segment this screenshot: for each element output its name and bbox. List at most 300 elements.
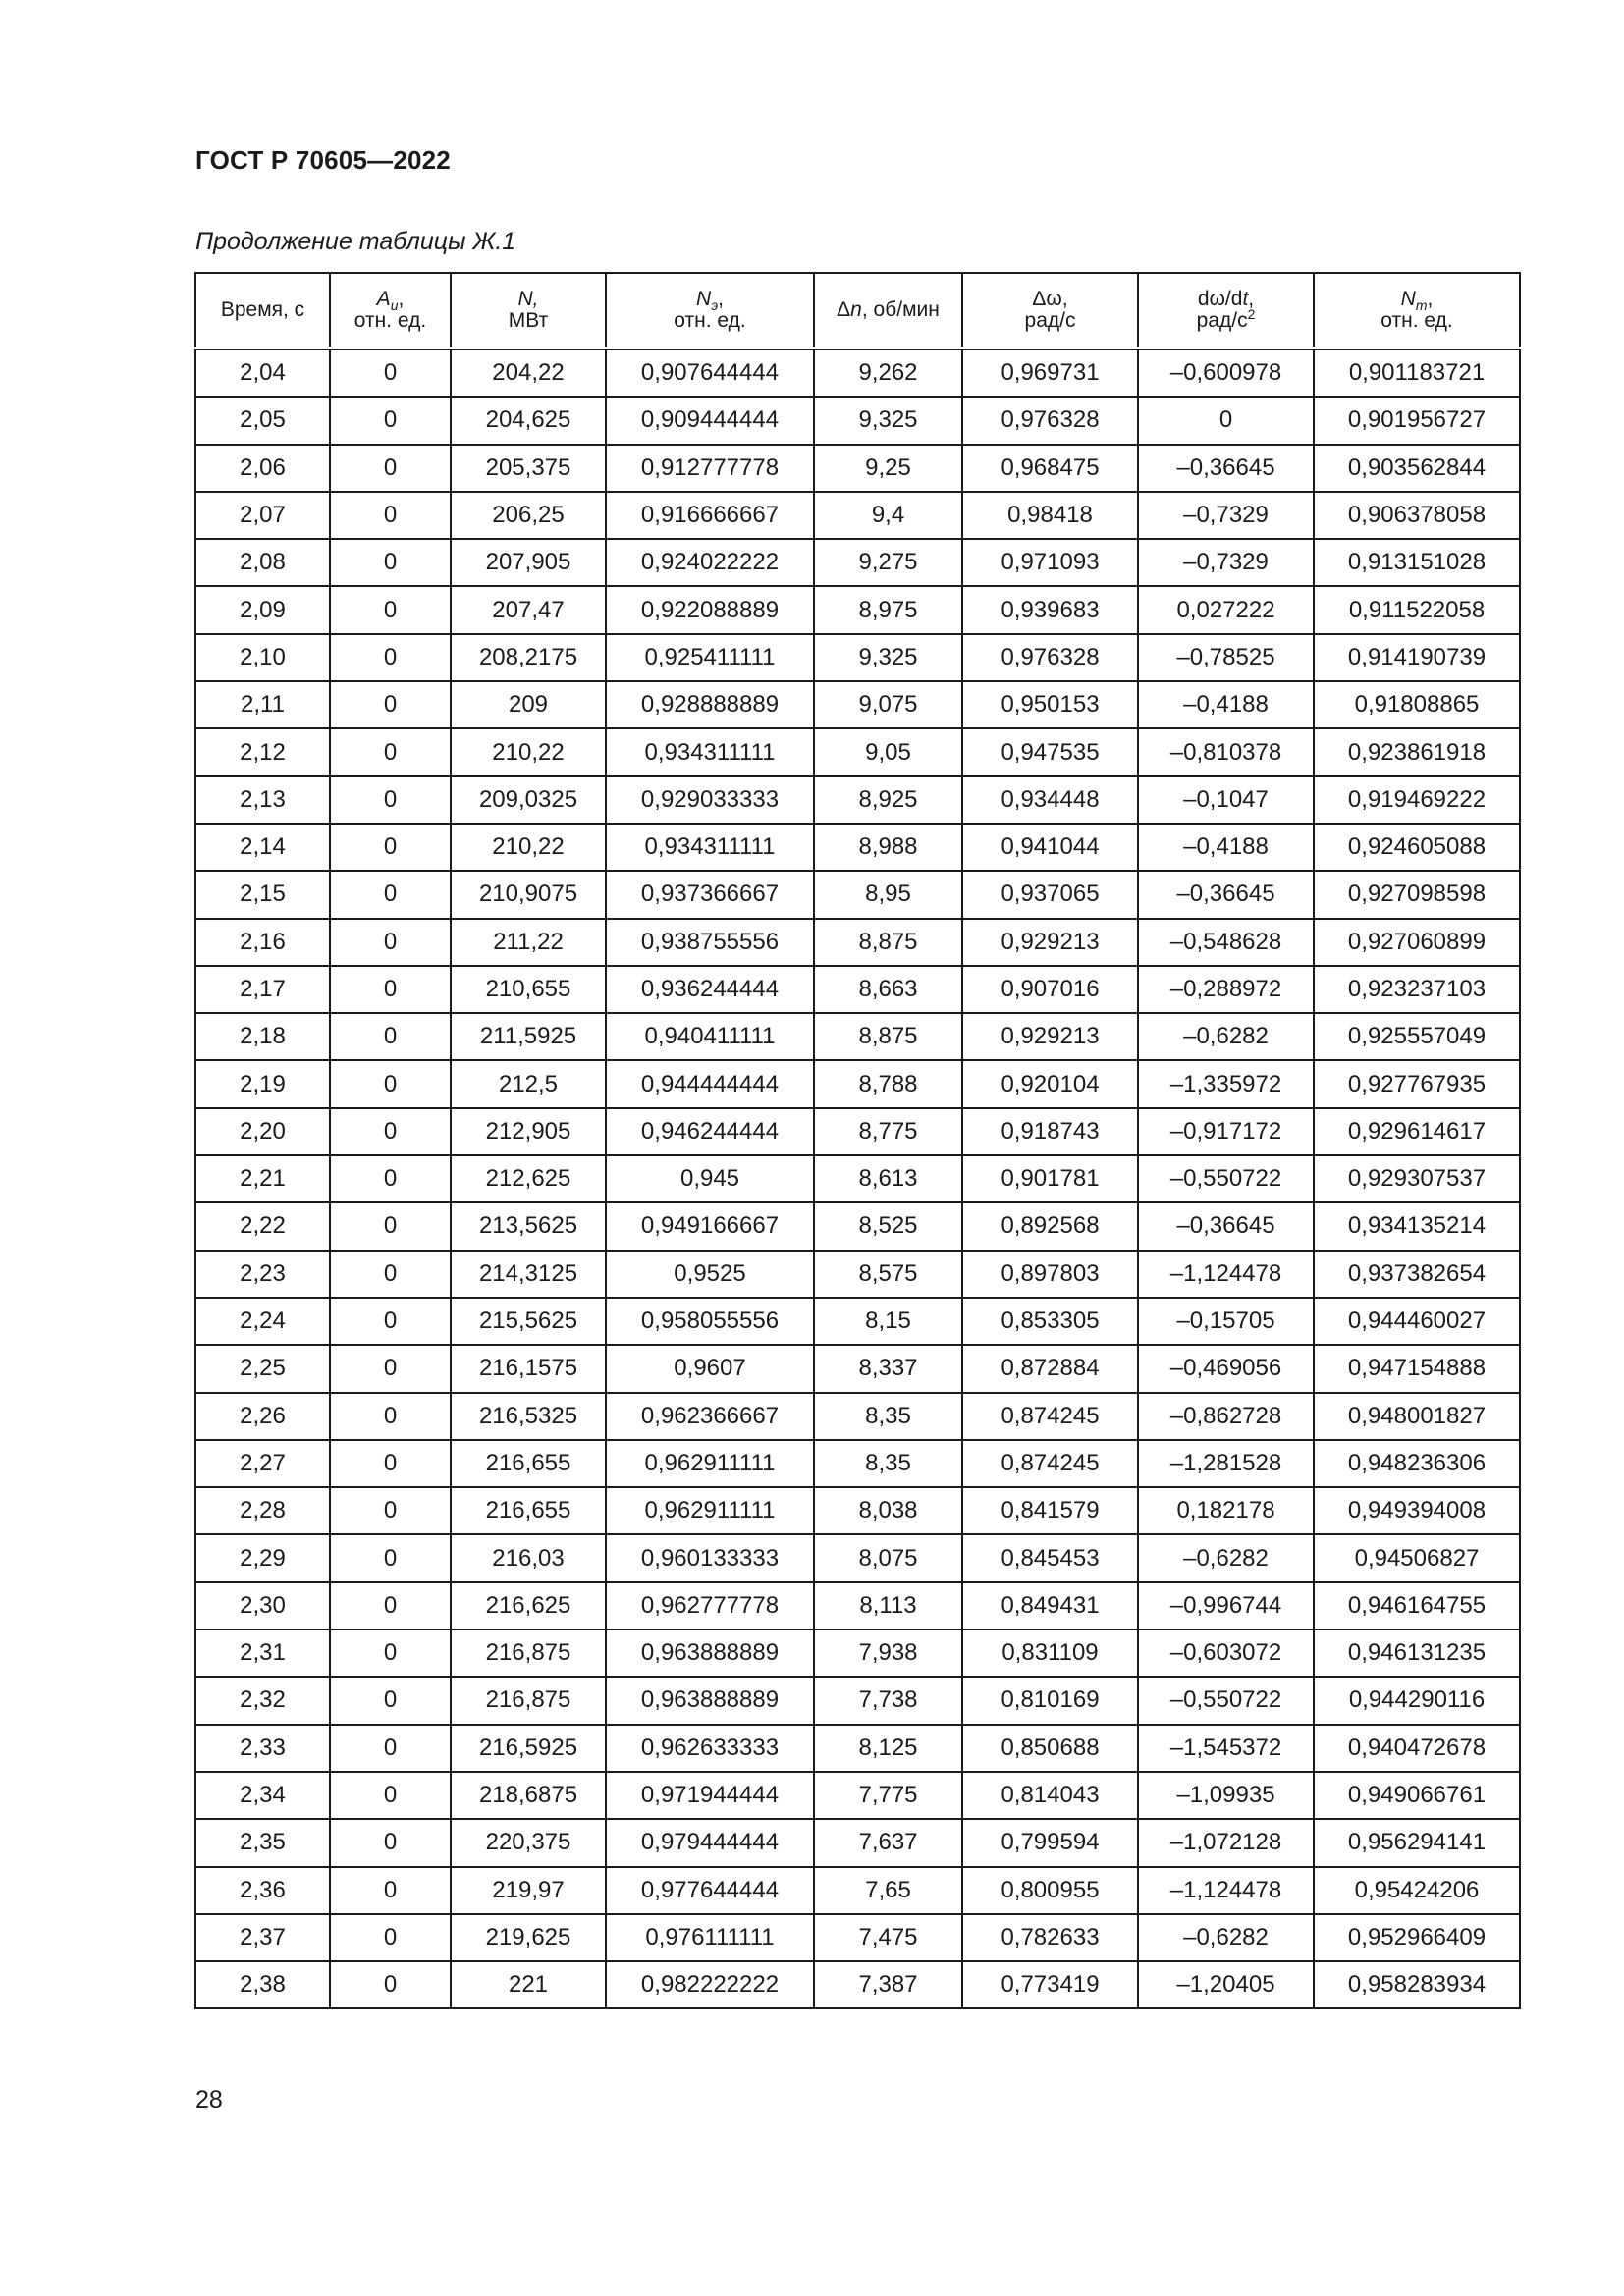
- cell-time: 2,09: [195, 586, 330, 633]
- cell-d-omega-dt: –0,6282: [1138, 1013, 1314, 1060]
- cell-n-t: 0,946164755: [1314, 1582, 1520, 1629]
- cell-delta-n: 9,25: [814, 445, 962, 492]
- cell-time: 2,16: [195, 919, 330, 966]
- cell-n-t: 0,919469222: [1314, 776, 1520, 824]
- cell-power: 216,655: [451, 1440, 606, 1487]
- cell-a-i: 0: [330, 1534, 451, 1581]
- cell-d-omega-dt: –0,36645: [1138, 871, 1314, 918]
- header-power-symbol: N,: [517, 288, 539, 310]
- cell-power: 221: [451, 1961, 606, 2008]
- cell-d-omega-dt: –0,810378: [1138, 728, 1314, 775]
- header-n-t: [1314, 273, 1520, 348]
- cell-power: 216,5925: [451, 1725, 606, 1772]
- cell-delta-omega: 0,971093: [962, 539, 1138, 586]
- table-row: [195, 1202, 1520, 1250]
- cell-a-i: 0: [330, 1155, 451, 1202]
- cell-time: 2,33: [195, 1725, 330, 1772]
- cell-a-i: 0: [330, 1772, 451, 1819]
- header-time-label: Время, с: [220, 298, 305, 321]
- table-row: [195, 1534, 1520, 1581]
- cell-power: 212,905: [451, 1108, 606, 1155]
- cell-delta-n: 9,262: [814, 348, 962, 397]
- cell-delta-n: 8,925: [814, 776, 962, 824]
- cell-n-t: 0,927767935: [1314, 1060, 1520, 1107]
- cell-d-omega-dt: 0: [1138, 397, 1314, 444]
- cell-time: 2,35: [195, 1819, 330, 1866]
- header-delta-omega-unit: рад/с: [1024, 309, 1076, 332]
- cell-time: 2,34: [195, 1772, 330, 1819]
- cell-n-e: 0,912777778: [606, 445, 814, 492]
- cell-delta-n: 8,613: [814, 1155, 962, 1202]
- cell-a-i: 0: [330, 1487, 451, 1534]
- cell-time: 2,08: [195, 539, 330, 586]
- cell-delta-n: 7,475: [814, 1914, 962, 1961]
- cell-time: 2,31: [195, 1629, 330, 1677]
- cell-time: 2,11: [195, 681, 330, 728]
- cell-delta-n: 9,4: [814, 492, 962, 539]
- table-row: [195, 1487, 1520, 1534]
- cell-power: 216,5325: [451, 1393, 606, 1440]
- cell-a-i: 0: [330, 397, 451, 444]
- cell-delta-n: 8,038: [814, 1487, 962, 1534]
- cell-delta-omega: 0,800955: [962, 1867, 1138, 1914]
- cell-n-e: 0,962633333: [606, 1725, 814, 1772]
- table-row: [195, 1440, 1520, 1487]
- cell-n-t: 0,929307537: [1314, 1155, 1520, 1202]
- cell-delta-omega: 0,773419: [962, 1961, 1138, 2008]
- header-delta-omega: [962, 273, 1138, 348]
- cell-delta-omega: 0,897803: [962, 1251, 1138, 1298]
- cell-n-t: 0,927060899: [1314, 919, 1520, 966]
- header-a-i: [330, 273, 451, 348]
- cell-power: 211,22: [451, 919, 606, 966]
- cell-a-i: 0: [330, 1393, 451, 1440]
- cell-n-e: 0,960133333: [606, 1534, 814, 1581]
- cell-n-t: 0,944460027: [1314, 1298, 1520, 1345]
- cell-delta-n: 7,938: [814, 1629, 962, 1677]
- header-n-t-unit: отн. ед.: [1380, 309, 1453, 332]
- cell-n-e: 0,924022222: [606, 539, 814, 586]
- cell-a-i: 0: [330, 871, 451, 918]
- document-standard-title: ГОСТ Р 70605—2022: [195, 145, 451, 175]
- cell-time: 2,07: [195, 492, 330, 539]
- table-row: [195, 492, 1520, 539]
- header-n-e-suffix: ,: [718, 288, 724, 310]
- table-row: [195, 397, 1520, 444]
- cell-delta-omega: 0,849431: [962, 1582, 1138, 1629]
- cell-a-i: 0: [330, 348, 451, 397]
- header-a-i-unit: отн. ед.: [353, 309, 427, 332]
- cell-d-omega-dt: –1,124478: [1138, 1867, 1314, 1914]
- cell-delta-n: 8,575: [814, 1251, 962, 1298]
- cell-time: 2,17: [195, 966, 330, 1013]
- cell-delta-n: 9,325: [814, 397, 962, 444]
- cell-n-t: 0,901956727: [1314, 397, 1520, 444]
- cell-n-e: 0,937366667: [606, 871, 814, 918]
- cell-delta-n: 9,275: [814, 539, 962, 586]
- cell-n-t: 0,901183721: [1314, 348, 1520, 397]
- cell-n-t: 0,958283934: [1314, 1961, 1520, 2008]
- cell-a-i: 0: [330, 1251, 451, 1298]
- cell-n-t: 0,937382654: [1314, 1251, 1520, 1298]
- cell-n-e: 0,971944444: [606, 1772, 814, 1819]
- cell-delta-n: 7,637: [814, 1819, 962, 1866]
- table-row: [195, 1251, 1520, 1298]
- cell-n-t: 0,940472678: [1314, 1725, 1520, 1772]
- table-row: [195, 1393, 1520, 1440]
- cell-power: 216,03: [451, 1534, 606, 1581]
- cell-delta-omega: 0,810169: [962, 1677, 1138, 1724]
- cell-n-t: 0,914190739: [1314, 634, 1520, 681]
- cell-delta-omega: 0,892568: [962, 1202, 1138, 1250]
- cell-power: 208,2175: [451, 634, 606, 681]
- cell-delta-omega: 0,901781: [962, 1155, 1138, 1202]
- table-row: [195, 681, 1520, 728]
- cell-n-t: 0,903562844: [1314, 445, 1520, 492]
- cell-time: 2,30: [195, 1582, 330, 1629]
- cell-d-omega-dt: –0,4188: [1138, 681, 1314, 728]
- header-n-e-unit: отн. ед.: [674, 309, 746, 332]
- cell-d-omega-dt: –0,6282: [1138, 1914, 1314, 1961]
- cell-a-i: 0: [330, 1013, 451, 1060]
- table-row: [195, 1155, 1520, 1202]
- header-power-unit: МВт: [508, 309, 549, 332]
- cell-a-i: 0: [330, 1108, 451, 1155]
- cell-power: 210,9075: [451, 871, 606, 918]
- cell-n-e: 0,962911111: [606, 1487, 814, 1534]
- cell-time: 2,36: [195, 1867, 330, 1914]
- cell-a-i: 0: [330, 539, 451, 586]
- cell-time: 2,13: [195, 776, 330, 824]
- cell-time: 2,22: [195, 1202, 330, 1250]
- table-row: [195, 1108, 1520, 1155]
- cell-power: 207,47: [451, 586, 606, 633]
- cell-delta-omega: 0,947535: [962, 728, 1138, 775]
- cell-time: 2,24: [195, 1298, 330, 1345]
- cell-power: 205,375: [451, 445, 606, 492]
- cell-time: 2,38: [195, 1961, 330, 2008]
- cell-a-i: 0: [330, 1202, 451, 1250]
- cell-n-e: 0,963888889: [606, 1677, 814, 1724]
- cell-delta-omega: 0,969731: [962, 348, 1138, 397]
- cell-n-e: 0,977644444: [606, 1867, 814, 1914]
- cell-delta-n: 8,663: [814, 966, 962, 1013]
- header-n-e-subscript: э: [711, 297, 719, 314]
- cell-delta-omega: 0,874245: [962, 1393, 1138, 1440]
- cell-time: 2,04: [195, 348, 330, 397]
- cell-n-t: 0,956294141: [1314, 1819, 1520, 1866]
- cell-time: 2,29: [195, 1534, 330, 1581]
- cell-a-i: 0: [330, 1298, 451, 1345]
- cell-a-i: 0: [330, 1961, 451, 2008]
- cell-power: 207,905: [451, 539, 606, 586]
- header-n-t-subscript: т: [1415, 297, 1428, 314]
- cell-n-e: 0,936244444: [606, 966, 814, 1013]
- table-row: [195, 1819, 1520, 1866]
- cell-time: 2,32: [195, 1677, 330, 1724]
- cell-n-t: 0,948001827: [1314, 1393, 1520, 1440]
- cell-delta-n: 8,95: [814, 871, 962, 918]
- cell-time: 2,26: [195, 1393, 330, 1440]
- table-row: [195, 919, 1520, 966]
- cell-delta-n: 7,387: [814, 1961, 962, 2008]
- cell-power: 219,97: [451, 1867, 606, 1914]
- table-row: [195, 1013, 1520, 1060]
- cell-a-i: 0: [330, 919, 451, 966]
- table-row: [195, 1961, 1520, 2008]
- cell-delta-n: 8,975: [814, 586, 962, 633]
- cell-d-omega-dt: –1,09935: [1138, 1772, 1314, 1819]
- cell-n-e: 0,940411111: [606, 1013, 814, 1060]
- table-row: [195, 871, 1520, 918]
- cell-n-t: 0,934135214: [1314, 1202, 1520, 1250]
- cell-n-t: 0,948236306: [1314, 1440, 1520, 1487]
- header-power: [451, 273, 606, 348]
- cell-d-omega-dt: –0,996744: [1138, 1582, 1314, 1629]
- cell-n-t: 0,94506827: [1314, 1534, 1520, 1581]
- cell-power: 216,875: [451, 1629, 606, 1677]
- cell-delta-omega: 0,929213: [962, 919, 1138, 966]
- cell-d-omega-dt: –0,469056: [1138, 1345, 1314, 1392]
- header-n-t-suffix: ,: [1427, 288, 1434, 310]
- cell-delta-n: 8,525: [814, 1202, 962, 1250]
- cell-delta-omega: 0,814043: [962, 1772, 1138, 1819]
- cell-n-t: 0,95424206: [1314, 1867, 1520, 1914]
- header-a-i-subscript: и: [390, 297, 399, 314]
- cell-power: 213,5625: [451, 1202, 606, 1250]
- cell-d-omega-dt: –0,36645: [1138, 1202, 1314, 1250]
- cell-d-omega-dt: –0,862728: [1138, 1393, 1314, 1440]
- cell-power: 210,22: [451, 728, 606, 775]
- cell-time: 2,27: [195, 1440, 330, 1487]
- cell-time: 2,15: [195, 871, 330, 918]
- cell-power: 212,625: [451, 1155, 606, 1202]
- cell-n-e: 0,945: [606, 1155, 814, 1202]
- cell-n-e: 0,982222222: [606, 1961, 814, 2008]
- cell-time: 2,37: [195, 1914, 330, 1961]
- cell-d-omega-dt: –0,548628: [1138, 919, 1314, 966]
- cell-n-e: 0,9607: [606, 1345, 814, 1392]
- cell-a-i: 0: [330, 634, 451, 681]
- data-table: [194, 272, 1521, 2009]
- header-d-omega-dt-unit: рад/$с^2$: [1196, 306, 1256, 332]
- cell-delta-omega: 0,872884: [962, 1345, 1138, 1392]
- table-row: [195, 776, 1520, 824]
- cell-delta-n: 9,05: [814, 728, 962, 775]
- cell-delta-omega: 0,937065: [962, 871, 1138, 918]
- cell-n-e: 0,916666667: [606, 492, 814, 539]
- cell-delta-omega: 0,907016: [962, 966, 1138, 1013]
- cell-n-t: 0,906378058: [1314, 492, 1520, 539]
- cell-n-e: 0,946244444: [606, 1108, 814, 1155]
- cell-d-omega-dt: –0,15705: [1138, 1298, 1314, 1345]
- cell-n-t: 0,91808865: [1314, 681, 1520, 728]
- cell-n-e: 0,976111111: [606, 1914, 814, 1961]
- cell-delta-omega: 0,850688: [962, 1725, 1138, 1772]
- cell-d-omega-dt: –0,4188: [1138, 824, 1314, 871]
- cell-power: 215,5625: [451, 1298, 606, 1345]
- cell-delta-n: 7,738: [814, 1677, 962, 1724]
- cell-delta-n: 8,15: [814, 1298, 962, 1345]
- table-row: [195, 445, 1520, 492]
- page-number: 28: [195, 2086, 223, 2113]
- cell-time: 2,28: [195, 1487, 330, 1534]
- cell-d-omega-dt: 0,182178: [1138, 1487, 1314, 1534]
- cell-delta-omega: 0,976328: [962, 634, 1138, 681]
- cell-a-i: 0: [330, 1629, 451, 1677]
- cell-power: 210,655: [451, 966, 606, 1013]
- cell-a-i: 0: [330, 1867, 451, 1914]
- cell-d-omega-dt: –1,545372: [1138, 1725, 1314, 1772]
- cell-d-omega-dt: –0,550722: [1138, 1677, 1314, 1724]
- cell-time: 2,20: [195, 1108, 330, 1155]
- cell-a-i: 0: [330, 1582, 451, 1629]
- cell-n-e: 0,928888889: [606, 681, 814, 728]
- header-d-omega-dt-symbol: dω/dt,: [1197, 288, 1255, 310]
- cell-n-t: 0,913151028: [1314, 539, 1520, 586]
- table-row: [195, 539, 1520, 586]
- cell-d-omega-dt: –0,6282: [1138, 1534, 1314, 1581]
- cell-time: 2,05: [195, 397, 330, 444]
- header-delta-n: [814, 273, 962, 348]
- cell-n-e: 0,949166667: [606, 1202, 814, 1250]
- table-row: [195, 634, 1520, 681]
- table-row: [195, 1582, 1520, 1629]
- cell-time: 2,06: [195, 445, 330, 492]
- cell-d-omega-dt: –0,78525: [1138, 634, 1314, 681]
- cell-delta-n: 8,113: [814, 1582, 962, 1629]
- cell-d-omega-dt: –0,917172: [1138, 1108, 1314, 1155]
- cell-time: 2,21: [195, 1155, 330, 1202]
- table-row: [195, 1345, 1520, 1392]
- cell-n-t: 0,946131235: [1314, 1629, 1520, 1677]
- cell-n-t: 0,911522058: [1314, 586, 1520, 633]
- cell-d-omega-dt: –0,1047: [1138, 776, 1314, 824]
- cell-n-e: 0,979444444: [606, 1819, 814, 1866]
- cell-time: 2,25: [195, 1345, 330, 1392]
- header-n-e-symbol: N: [696, 288, 712, 310]
- header-delta-omega-symbol: Δω,: [1032, 288, 1068, 310]
- cell-delta-n: 8,875: [814, 1013, 962, 1060]
- table-body: [195, 348, 1520, 2008]
- cell-delta-omega: 0,841579: [962, 1487, 1138, 1534]
- cell-n-t: 0,924605088: [1314, 824, 1520, 871]
- table-row: [195, 1867, 1520, 1914]
- cell-delta-n: 8,075: [814, 1534, 962, 1581]
- cell-a-i: 0: [330, 1725, 451, 1772]
- cell-n-t: 0,944290116: [1314, 1677, 1520, 1724]
- table-row: [195, 1060, 1520, 1107]
- cell-d-omega-dt: –0,603072: [1138, 1629, 1314, 1677]
- cell-power: 218,6875: [451, 1772, 606, 1819]
- cell-a-i: 0: [330, 1819, 451, 1866]
- cell-n-e: 0,909444444: [606, 397, 814, 444]
- cell-delta-n: 8,875: [814, 919, 962, 966]
- cell-n-e: 0,944444444: [606, 1060, 814, 1107]
- cell-power: 214,3125: [451, 1251, 606, 1298]
- cell-a-i: 0: [330, 445, 451, 492]
- cell-delta-n: 7,775: [814, 1772, 962, 1819]
- cell-power: 219,625: [451, 1914, 606, 1961]
- cell-power: 216,875: [451, 1677, 606, 1724]
- cell-delta-omega: 0,918743: [962, 1108, 1138, 1155]
- cell-d-omega-dt: –0,550722: [1138, 1155, 1314, 1202]
- cell-n-t: 0,949066761: [1314, 1772, 1520, 1819]
- cell-a-i: 0: [330, 1440, 451, 1487]
- cell-time: 2,23: [195, 1251, 330, 1298]
- cell-delta-omega: 0,831109: [962, 1629, 1138, 1677]
- cell-n-t: 0,947154888: [1314, 1345, 1520, 1392]
- cell-delta-omega: 0,934448: [962, 776, 1138, 824]
- cell-n-e: 0,929033333: [606, 776, 814, 824]
- cell-n-e: 0,958055556: [606, 1298, 814, 1345]
- cell-a-i: 0: [330, 1914, 451, 1961]
- cell-delta-omega: 0,968475: [962, 445, 1138, 492]
- cell-d-omega-dt: –0,7329: [1138, 492, 1314, 539]
- cell-delta-n: 8,125: [814, 1725, 962, 1772]
- cell-power: 204,625: [451, 397, 606, 444]
- cell-n-e: 0,938755556: [606, 919, 814, 966]
- table-row: [195, 1772, 1520, 1819]
- cell-d-omega-dt: –0,600978: [1138, 348, 1314, 397]
- cell-delta-omega: 0,874245: [962, 1440, 1138, 1487]
- cell-n-t: 0,929614617: [1314, 1108, 1520, 1155]
- header-d-omega-dt: [1138, 273, 1314, 348]
- cell-d-omega-dt: –1,072128: [1138, 1819, 1314, 1866]
- cell-delta-omega: 0,939683: [962, 586, 1138, 633]
- table-row: [195, 348, 1520, 397]
- cell-power: 211,5925: [451, 1013, 606, 1060]
- cell-delta-omega: 0,98418: [962, 492, 1138, 539]
- cell-n-e: 0,962366667: [606, 1393, 814, 1440]
- cell-a-i: 0: [330, 966, 451, 1013]
- cell-delta-omega: 0,920104: [962, 1060, 1138, 1107]
- cell-delta-n: 9,325: [814, 634, 962, 681]
- cell-d-omega-dt: –1,335972: [1138, 1060, 1314, 1107]
- table-row: [195, 1725, 1520, 1772]
- table-row: [195, 728, 1520, 775]
- header-n-t-symbol: N: [1400, 288, 1416, 310]
- table-row: [195, 1298, 1520, 1345]
- cell-a-i: 0: [330, 586, 451, 633]
- cell-n-e: 0,962777778: [606, 1582, 814, 1629]
- cell-time: 2,18: [195, 1013, 330, 1060]
- cell-delta-n: 8,788: [814, 1060, 962, 1107]
- cell-power: 210,22: [451, 824, 606, 871]
- table-caption: Продолжение таблицы Ж.1: [195, 228, 516, 255]
- cell-n-e: 0,963888889: [606, 1629, 814, 1677]
- header-delta-n-label: Δn, об/мин: [837, 298, 940, 321]
- cell-a-i: 0: [330, 681, 451, 728]
- cell-a-i: 0: [330, 728, 451, 775]
- cell-delta-n: 8,775: [814, 1108, 962, 1155]
- cell-n-e: 0,907644444: [606, 348, 814, 397]
- cell-delta-n: 8,35: [814, 1440, 962, 1487]
- cell-delta-omega: 0,845453: [962, 1534, 1138, 1581]
- cell-delta-omega: 0,853305: [962, 1298, 1138, 1345]
- cell-delta-omega: 0,799594: [962, 1819, 1138, 1866]
- cell-n-t: 0,925557049: [1314, 1013, 1520, 1060]
- cell-d-omega-dt: –1,124478: [1138, 1251, 1314, 1298]
- cell-d-omega-dt: –0,288972: [1138, 966, 1314, 1013]
- cell-power: 216,655: [451, 1487, 606, 1534]
- cell-n-t: 0,927098598: [1314, 871, 1520, 918]
- header-time: [195, 273, 330, 348]
- cell-power: 206,25: [451, 492, 606, 539]
- table-row: [195, 824, 1520, 871]
- cell-a-i: 0: [330, 824, 451, 871]
- cell-delta-omega: 0,782633: [962, 1914, 1138, 1961]
